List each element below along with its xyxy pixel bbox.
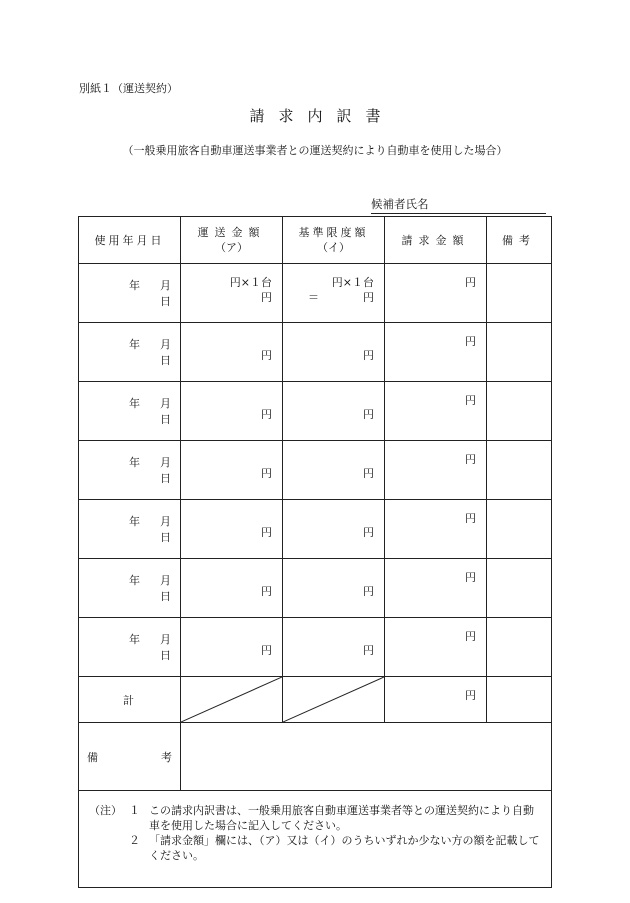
header-row [79, 217, 552, 264]
fare-cell[interactable]: 円 [181, 618, 283, 677]
diagonal-strike [181, 677, 282, 722]
header-date: 使用年月日 [79, 217, 181, 264]
fare-cell[interactable]: 円 [181, 559, 283, 618]
limit-cell[interactable]: 円 [283, 323, 385, 382]
fare-total-crossed [181, 677, 283, 723]
attachment-label: 別紙１（運送契約） [79, 82, 178, 95]
fare-cell[interactable]: 円 [181, 441, 283, 500]
header-remarks: 備考 [487, 217, 552, 264]
limit-cell[interactable]: 円×１台 ＝ 円 [283, 264, 385, 323]
claim-total-cell[interactable]: 円 [385, 677, 487, 723]
date-cell[interactable]: 年 月日 [79, 500, 181, 559]
header-fare: 運送金額 （ア） [181, 217, 283, 264]
limit-cell[interactable]: 円 [283, 382, 385, 441]
table-row [79, 382, 552, 441]
table-row [79, 500, 552, 559]
limit-cell[interactable]: 円 [283, 500, 385, 559]
limit-total-crossed [283, 677, 385, 723]
table-row [79, 618, 552, 677]
remarks-label: 備 考 [79, 723, 181, 791]
claim-breakdown-table [78, 216, 552, 888]
date-cell[interactable]: 年 月日 [79, 323, 181, 382]
notes-cell [79, 791, 552, 888]
diagonal-strike [283, 677, 384, 722]
date-cell[interactable]: 年 月日 [79, 559, 181, 618]
table-row [79, 264, 552, 323]
header-claim: 請求金額 [385, 217, 487, 264]
page-title: 請求内訳書 [249, 107, 395, 125]
candidate-label: 候補者氏名 [371, 197, 429, 211]
date-cell[interactable]: 年 月日 [79, 441, 181, 500]
fare-cell[interactable]: 円 [181, 500, 283, 559]
remarks-cell[interactable] [487, 441, 552, 500]
note-item: （注） １ この請求内訳書は、一般乗用旅客自動車運送事業者等との運送契約により自動車を使用した場合に記入してください。 [89, 804, 534, 832]
claim-cell[interactable]: 円 [385, 500, 487, 559]
date-cell[interactable]: 年 月日 [79, 264, 181, 323]
limit-cell[interactable]: 円 [283, 559, 385, 618]
claim-cell[interactable]: 円 [385, 441, 487, 500]
fare-cell[interactable]: 円 [181, 382, 283, 441]
note-item: ２ 「請求金額」欄には、（ア）又は（イ）のうちいずれか少ない方の額を記載してください。 [129, 834, 540, 862]
remarks-cell[interactable] [487, 382, 552, 441]
notes-row [79, 791, 552, 888]
claim-cell[interactable]: 円 [385, 618, 487, 677]
date-cell[interactable]: 年 月日 [79, 382, 181, 441]
claim-cell[interactable]: 円 [385, 559, 487, 618]
fare-cell[interactable]: 円 [181, 323, 283, 382]
table-row [79, 323, 552, 382]
limit-cell[interactable]: 円 [283, 618, 385, 677]
total-row [79, 677, 552, 723]
remarks-cell[interactable] [487, 500, 552, 559]
claim-cell[interactable]: 円 [385, 264, 487, 323]
claim-cell[interactable]: 円 [385, 323, 487, 382]
page-subtitle: （一般乗用旅客自動車運送事業者との運送契約により自動車を使用した場合） [122, 144, 508, 157]
remarks-total-cell[interactable] [487, 677, 552, 723]
table-row [79, 441, 552, 500]
claim-cell[interactable]: 円 [385, 382, 487, 441]
remarks-cell[interactable] [487, 323, 552, 382]
remarks-row [79, 723, 552, 791]
remarks-cell[interactable] [487, 264, 552, 323]
remarks-cell[interactable] [487, 618, 552, 677]
total-label: 計 [79, 677, 181, 723]
header-limit: 基準限度額 （イ） [283, 217, 385, 264]
table-row [79, 559, 552, 618]
date-cell[interactable]: 年 月日 [79, 618, 181, 677]
fare-cell[interactable]: 円×１台 円 [181, 264, 283, 323]
limit-cell[interactable]: 円 [283, 441, 385, 500]
remarks-field[interactable] [181, 723, 552, 791]
remarks-cell[interactable] [487, 559, 552, 618]
candidate-name-field[interactable] [371, 196, 546, 214]
